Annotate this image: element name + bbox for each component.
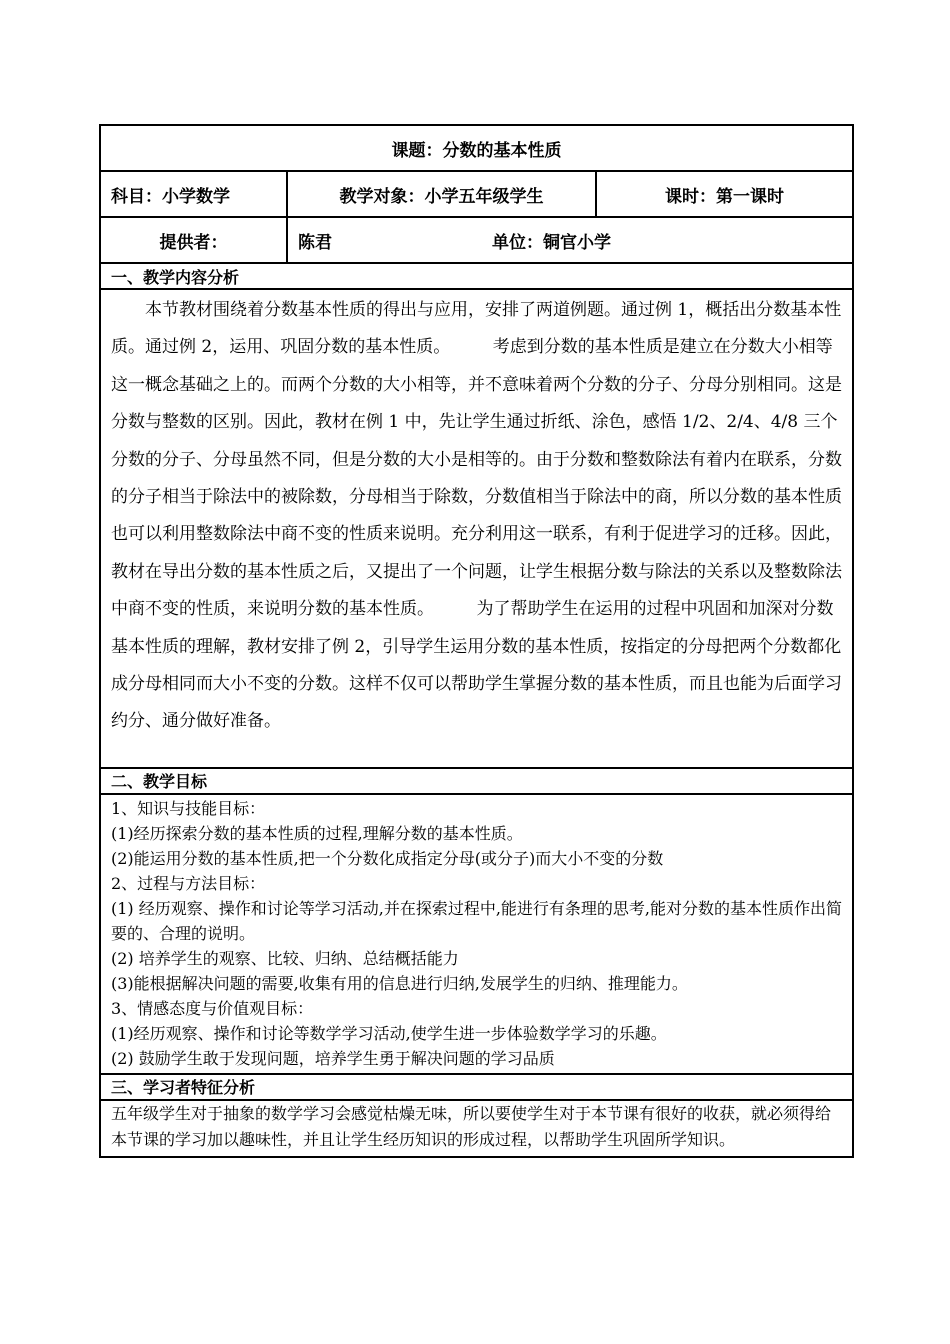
objective-line: (1)经历探索分数的基本性质的过程,理解分数的基本性质。	[111, 823, 523, 843]
objective-line: 1、知识与技能目标：	[111, 798, 266, 818]
objective-line: 2、过程与方法目标：	[111, 873, 266, 893]
subject-cell: 科目：小学数学	[100, 171, 287, 217]
objective-line: (3)能根据解决问题的需要,收集有用的信息进行归纳,发展学生的归纳、推理能力。	[111, 973, 688, 993]
provider-label: 提供者：	[100, 217, 287, 263]
objective-line: 3、情感态度与价值观目标：	[111, 998, 314, 1018]
audience-cell: 教学对象：小学五年级学生	[287, 171, 596, 217]
period-cell: 课时：第一课时	[596, 171, 853, 217]
provider-row	[287, 217, 853, 263]
content-analysis-body	[100, 289, 853, 768]
section-heading-learner-analysis: 三、学习者特征分析	[100, 1074, 853, 1100]
lesson-title: 课题：分数的基本性质	[100, 125, 853, 171]
objective-line: (1) 经历观察、操作和讨论等学习活动,并在探索过程中,能进行有条理的思考,能对分数的基本性质作出简要的、合理的说明。	[111, 898, 843, 943]
objective-line: (2) 鼓励学生敢于发现问题，培养学生勇于解决问题的学习品质	[111, 1048, 555, 1068]
unit-label: 单位：铜官小学	[492, 232, 611, 253]
objectives-body	[100, 794, 853, 1074]
provider-name: 陈君	[298, 232, 332, 253]
learner-analysis-body: 五年级学生对于抽象的数学学习会感觉枯燥无味，所以要使学生对于本节课有很好的收获，就必须得给本节课的学习加以趣味性，并且让学生经历知识的形成过程，以帮助学生巩固所学知识。	[100, 1100, 853, 1157]
objective-line: (2) 培养学生的观察、比较、归纳、总结概括能力	[111, 948, 459, 968]
objective-line: (2)能运用分数的基本性质,把一个分数化成指定分母(或分子)而大小不变的分数	[111, 848, 664, 868]
section-heading-objectives: 二、教学目标	[100, 768, 853, 794]
lesson-plan-table	[99, 124, 854, 1158]
objective-line: (1)经历观察、操作和讨论等数学学习活动,使学生进一步体验数学学习的乐趣。	[111, 1023, 667, 1043]
content-analysis-text: 本节教材围绕着分数基本性质的得出与应用，安排了两道例题。通过例 1，概括出分数基本性质。通过例 2，运用、巩固分数的基本性质。 考虑到分数的基本性质是建立在分数大小相等这一概念基础之上的。而两个分数的大小相等，并不意味着两个分数的分子、分母分别相同。这是分数与整数的区别。因此，教材在例 1 中，先让学生通过折纸、涂色，感悟 1/2、2/4、4/8 三个分数的分子、分母虽然不同，但是分数的大小是相等的。由于分数和整数除法有着内在联系，分数的分子相当于除法中的被除数，分母相当于除数，分数值相当于除法中的商，所以分数的基本性质也可以利用整数除法中商不变的性质来说明。充分利用这一联系，有利于促进学习的迁移。因此，教材在导出分数的基本性质之后，又提出了一个问题，让学生根据分数与除法的关系以及整数除法中商不变的性质，来说明分数的基本性质。 为了帮助学生在运用的过程中巩固和加深对分数基本性质的理解，教材安排了例 2，引导学生运用分数的基本性质，按指定的分母把两个分数都化成分母相同而大小不变的分数。这样不仅可以帮助学生掌握分数的基本性质，而且也能为后面学习约分、通分做好准备。	[111, 300, 842, 732]
section-heading-content-analysis: 一、教学内容分析	[100, 263, 853, 289]
